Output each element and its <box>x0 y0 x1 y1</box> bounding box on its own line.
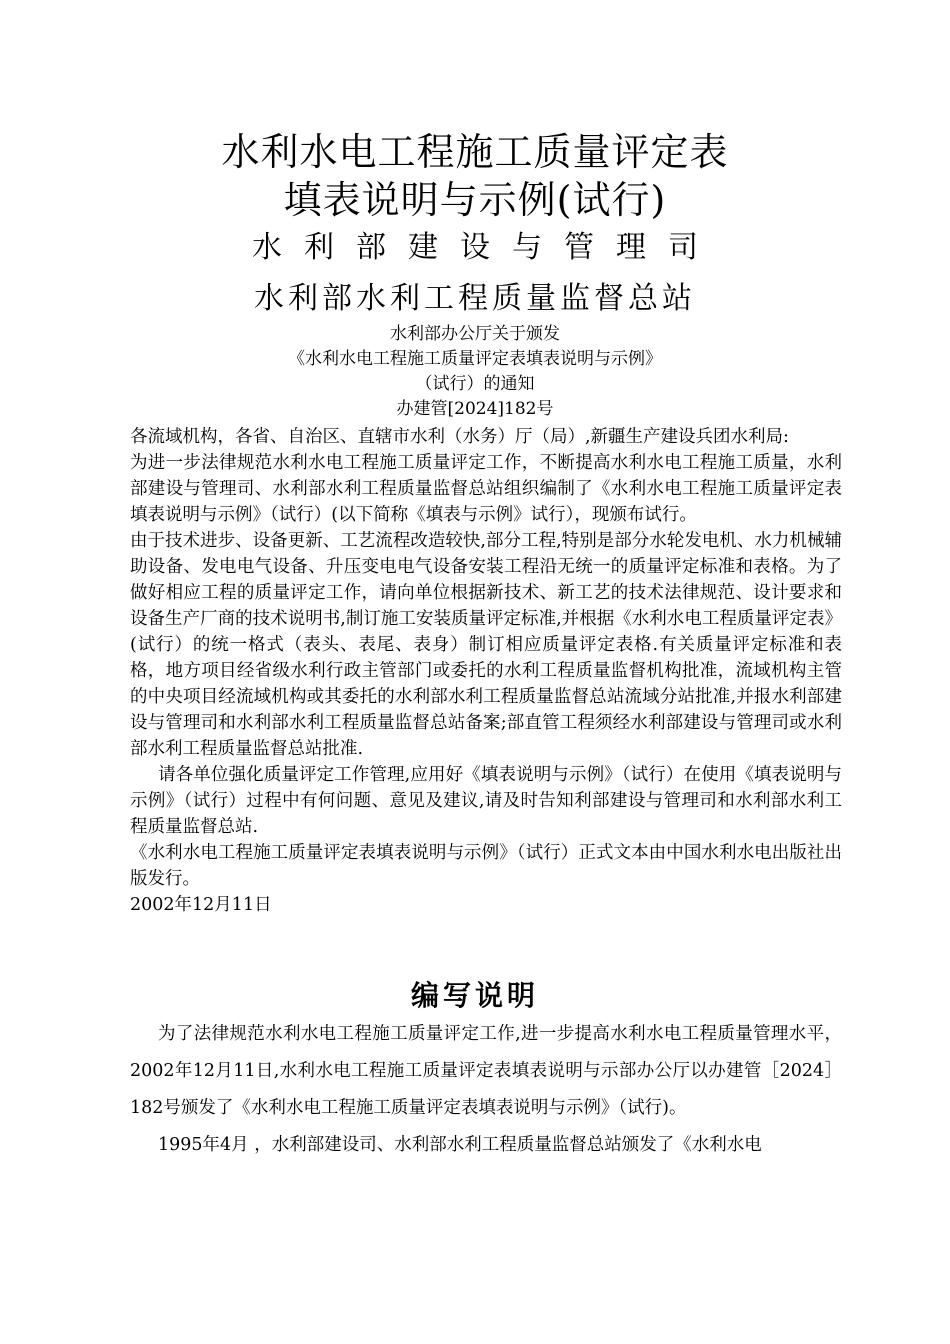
notice-title-line3: （试行）的通知 <box>415 374 535 394</box>
letter-salutation: 各流域机构，各省、自治区、直辖市水利（水务）厅（局）,新疆生产建设兵团水利局: <box>130 427 789 447</box>
notice-title-line2: 《水利水电工程施工质量评定表填表说明与示例》 <box>288 349 662 369</box>
section-paragraph-2: 1995年4月 ，水利部建设司、水利部水利工程质量监督总站颁发了《水利水电 <box>158 1135 762 1155</box>
letter-paragraph-2: 由于技术进步、设备更新、工艺流程改造较快,部分工程,特别是部分水轮发电机、水力机械辅助设备、发电电气设备、升压变电电气设备安装工程沿无统一的质量评定标准和表格。为了做好相应工程的质量评定工作，请向单位根据新技术、新工艺的技术法律规范、设计要求和设备生产厂商的技术说明书,制订施工安装质量评定标准,并根据《水利水电工程质量评定表》(试行）的统一格式（表头、表尾、表身）制订相应质量评定表格.有关质量评定标准和表格，地方项目经省级水利行政主管部门或委托的水利工程质量监督机构批准，流域机构主管的中央项目经流域机构或其委托的水利部水利工程质量监督总站流域分站批准,并报水利部建设与管理司和水利部水利工程质量监督总站备案;部直管工程须经水利部建设与管理司或水利部水利工程质量监督总站批准. <box>130 531 842 759</box>
section-title: 编写说明 <box>410 979 539 1012</box>
letter-paragraph-3: 请各单位强化质量评定工作管理,应用好《填表说明与示例》（试行）在使用《填表说明与示例》（试行）过程中有何问题、意见及建议,请及时告知利部建设与管理司和水利部水利工程质量监督总站. <box>130 765 842 837</box>
letter-paragraph-4: 《水利水电工程施工质量评定表填表说明与示例》（试行）正式文本由中国水利水电出版社出版发行。 <box>130 843 842 889</box>
letter-paragraph-1: 为进一步法律规范水利水电工程施工质量评定工作，不断提高水利水电工程施工质量，水利部建设与管理司、水利部水利工程质量监督总站组织编制了《水利水电工程施工质量评定表填表说明与示例》（试行）(以下简称《填表与示例》试行），现颁布试行。 <box>130 453 842 525</box>
letter-date: 2002年12月11日 <box>130 895 272 915</box>
issuer-org-1: 水利部建设与管理司 <box>252 230 720 265</box>
notice-doc-number: 办建管[2024]182号 <box>396 399 554 419</box>
section-paragraph-1: 为了法律规范水利水电工程施工质量评定工作,进一步提高水利水电工程质量管理水平，2002年12月11日,水利水电工程施工质量评定表填表说明与示部办公厅以办建管［2024］182号颁发了《水利水电工程施工质量评定表填表说明与示例》（试行)。 <box>130 1024 842 1118</box>
notice-letter-body <box>130 424 842 918</box>
document-title-line1: 水利水电工程施工质量评定表 <box>221 130 729 174</box>
notice-title-line1: 水利部办公厅关于颁发 <box>390 324 560 344</box>
issuer-org-2: 水利部水利工程质量监督总站 <box>254 281 696 316</box>
section-body <box>130 1016 842 1164</box>
document-title-line2: 填表说明与示例(试行) <box>283 178 667 222</box>
